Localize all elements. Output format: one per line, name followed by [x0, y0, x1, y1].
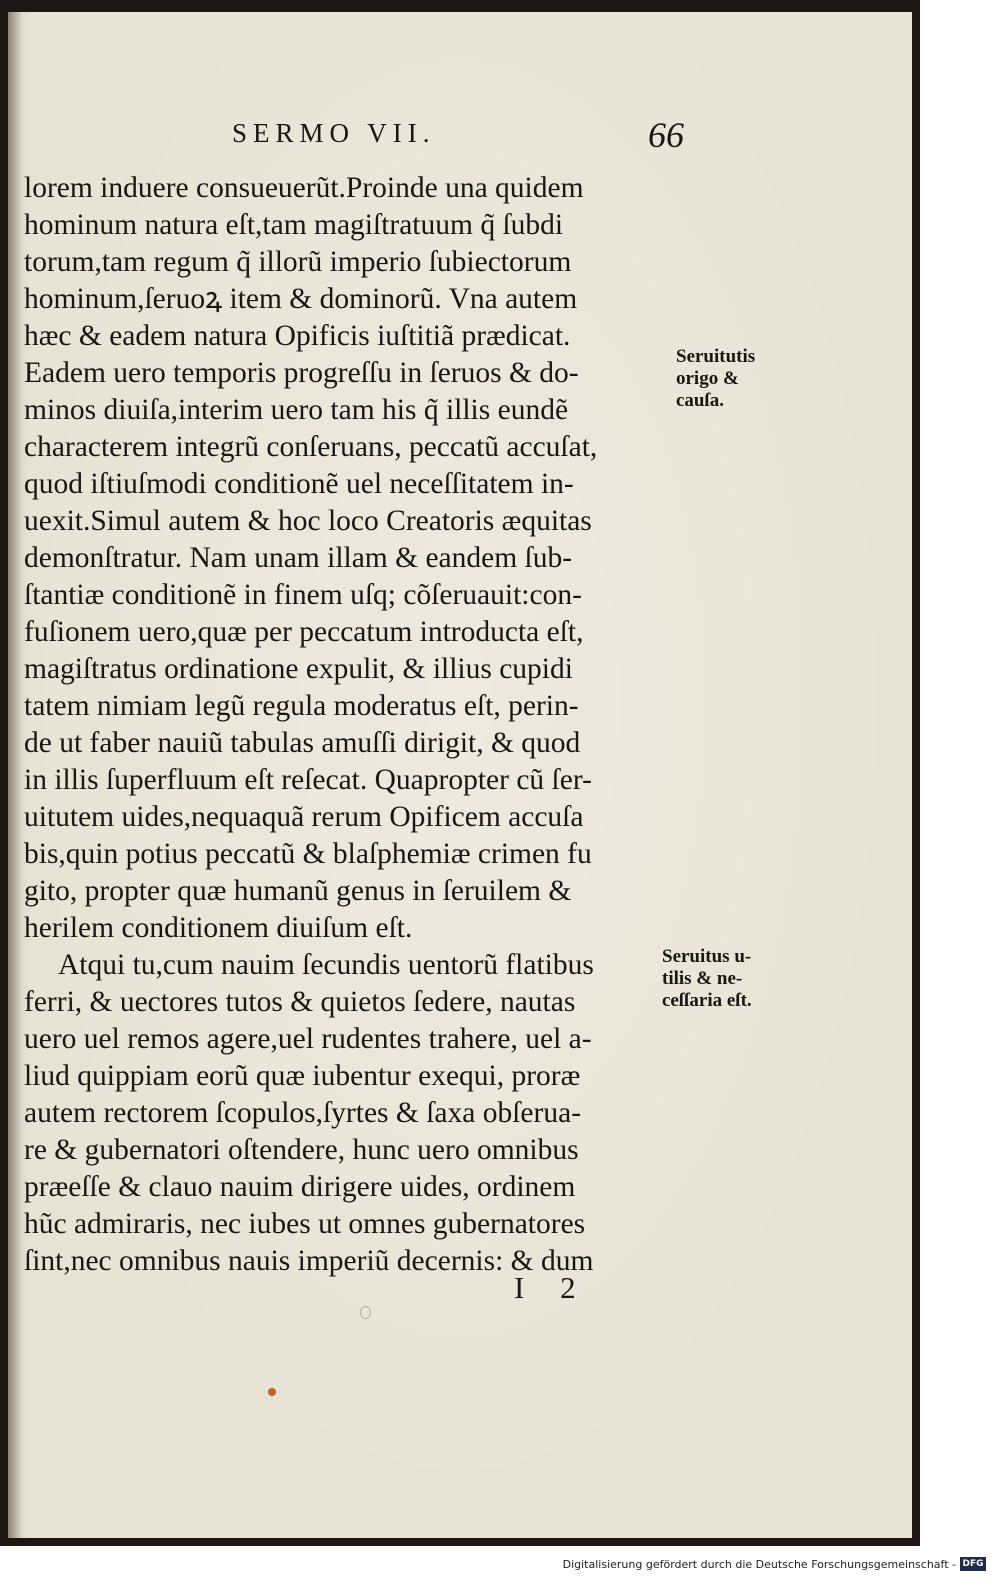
gutter-shadow: [8, 12, 22, 1538]
text-line: magiſtratus ordinatione expulit, & illius cupidi: [24, 653, 573, 685]
paper-stain: [268, 1388, 276, 1396]
text-line: uitutem uides,nequaquã rerum Opificem accuſa: [24, 801, 584, 833]
text-line: hæc & eadem natura Opificis iuſtitiã prædicat.: [24, 320, 571, 352]
text-line: de ut faber nauiũ tabulas amuſſi dirigit, & quod: [24, 727, 581, 759]
text-line: autem rectorem ſcopulos,ſyrtes & ſaxa obſerua-: [24, 1097, 582, 1129]
text-line: minos diuiſa,interim uero tam his q̃ illis eundẽ: [24, 394, 569, 426]
text-line: tatem nimiam legũ regula moderatus eſt, perin-: [24, 690, 579, 722]
running-head: [8, 112, 912, 162]
text-line: quod iſtiuſmodi conditionẽ uel neceſſitatem in-: [24, 468, 574, 500]
marginal-note-line: ceſſaria eſt.: [662, 990, 752, 1011]
text-line: uexit.Simul autem & hoc loco Creatoris æquitas: [24, 505, 592, 537]
marginal-note-line: tilis & ne-: [662, 968, 743, 989]
text-line: hũc admiraris, nec iubes ut omnes gubernatores: [24, 1208, 586, 1240]
marginal-note-2: [662, 946, 752, 1012]
text-line: torum,tam regum q̃ illorũ imperio ſubiectorum: [24, 246, 572, 278]
credit-bar: [0, 1546, 1000, 1584]
text-line: uero uel remos agere,uel rudentes trahere, uel a-: [24, 1023, 592, 1055]
text-line: in illis ſuperfluum eſt reſecat. Quapropter cũ ſer-: [24, 764, 592, 796]
dfg-logo: DFG: [960, 1557, 986, 1571]
paragraph-start-line: Atqui tu,cum nauim ſecundis uentorũ flatibus: [58, 949, 594, 981]
text-line: hominum,ſeruoꝝ item & dominorũ. Vna autem: [24, 283, 578, 315]
text-line: liud quippiam eorũ quæ iubentur exequi, proræ: [24, 1060, 581, 1092]
credit-text: Digitalisierung gefördert durch die Deutsche Forschungsgemeinschaft -: [562, 1558, 956, 1571]
text-line: gito, propter quæ humanũ genus in ſeruilem &: [24, 875, 572, 907]
text-line: demonſtratur. Nam unam illam & eandem ſub-: [24, 542, 573, 574]
text-line: hominum natura eſt,tam magiſtratuum q̃ ſubdi: [24, 209, 564, 241]
paper-blemish: [360, 1306, 371, 1319]
text-line: ferri, & uectores tutos & quietos ſedere, nautas: [24, 986, 576, 1018]
marginal-note-line: Seruitutis: [676, 346, 756, 367]
text-line: herilem conditionem diuiſum eſt.: [24, 912, 413, 944]
text-line: bis,quin potius peccatũ & blaſphemiæ crimen fu: [24, 838, 592, 870]
main-text-block: [24, 170, 674, 1280]
signature-mark: I 2: [514, 1270, 590, 1305]
page-number: 66: [648, 115, 684, 155]
text-line: characterem integrũ conſeruans, peccatũ accuſat,: [24, 431, 598, 463]
marginal-note-1: [676, 346, 755, 412]
text-line: Eadem uero temporis progreſſu in ſeruos & do-: [24, 357, 579, 389]
text-line: ſtantiæ conditionẽ in finem uſq; cõſeruauit:con-: [24, 579, 582, 611]
text-line: fuſionem uero,quæ per peccatum introducta eſt,: [24, 616, 584, 648]
text-line: ſint,nec omnibus nauis imperiũ decernis: & dum: [24, 1245, 594, 1277]
text-line: præeſſe & clauo nauim dirigere uides, ordinem: [24, 1171, 576, 1203]
marginal-note-line: cauſa.: [676, 390, 725, 411]
text-line: re & gubernatori oſtendere, hunc uero omnibus: [24, 1134, 579, 1166]
marginal-note-line: Seruitus u-: [662, 946, 752, 967]
book-page: [8, 12, 912, 1538]
running-head-title: SERMO VII.: [232, 118, 436, 148]
text-line: lorem induere consueuerũt.Proinde una quidem: [24, 172, 584, 204]
marginal-note-line: origo &: [676, 368, 739, 389]
